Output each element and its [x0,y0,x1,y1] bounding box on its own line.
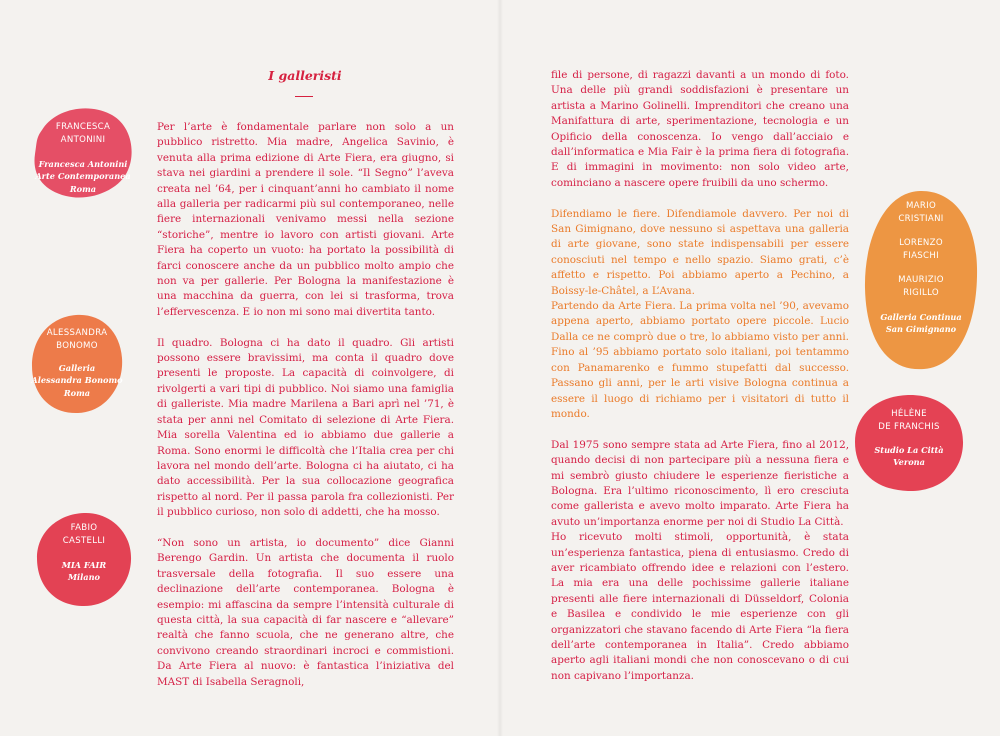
gallerist-badge-bonomo [30,312,124,416]
paragraph-antonini: Per l’arte è fondamentale parlare non solo a un pubblico ristretto. Mia madre, Angelica Savinio, è venuta alla prima edizione di Arte Fiera, era giugno, si stava nei giardini a prendere il sole. “Il Segno” l’aveva creata nel ’64, per i cinquant’anni ho cambiato il nome alla galleria per radicarmi più sul contemporaneo, nelle fiere internazionali venivamo messi nella sezione “storiche”, mentre io lavoro con artisti giovani. Arte Fiera ha coperto un vuoto: ha portato la possibilità di farci conoscere anche da un pubblico molto ampio che non va per gallerie. Per Bologna la manifestazione è una macchina da guerra, con lei si trasforma, trova l’effervescenza. E io non mi sono mai divertita tanto. [157,121,454,318]
paragraph-defranchis-1: Dal 1975 sono sempre stata ad Arte Fiera, fino al 2012, quando decisi di non partecipare più a nessuna fiera e mi sembrò giusto chiudere le esperienze fieristiche a Bologna. Era l’ultimo riconoscimento, lì ero cresciuta come gallerista e avevo molto imparato. Arte Fiera ha avuto un’importanza enorme per noi di Studio La Città. [551,438,849,528]
paragraph-castelli: “Non sono un artista, io documento” dice Gianni Berengo Gardin. Un artista che documenta il ruolo trasversale della fotografia. Il suo essere una declinazione dell’arte contemporanea. Bologna è esempio: mi affascina da sempre l’intensità culturale di questa città, la sua capacità di far nascere e “allevare” realtà che fanno scuola, che ne generano altre, che convivono creando straordinari incroci e commistioni. Da Arte Fiera al nuovo: è fantastica l’iniziativa del MAST di Isabella Seragnoli, [157,536,454,688]
page-gutter [497,0,503,736]
gallerist-name: FIASCHI [903,250,939,261]
gallerist-name: FRANCESCA [55,122,111,132]
gallerist-name: LORENZO [899,238,943,248]
gallery-city: Verona [893,457,925,468]
gallerist-badge-castelli [34,510,134,608]
gallerist-name: HÉLÈNE [891,409,927,419]
paragraph-castelli-cont: file di persone, di ragazzi davanti a un mondo di foto. Una delle più grandi soddisfazioni è presentare un artista a Marino Golinelli. Imprenditori che creano una Manifattura di arte, sperimentazione, tecnologia e un Opificio della conoscenza. Io vengo dall’acciaio e dall’informatica e Mia Fair è la prima fiera di fotografia. E di immagini in movimento: non solo video arte, cominciano a nascere opere fruibili da uno schermo. [551,69,849,189]
gallery-name: MIA FAIR [61,560,107,570]
gallerist-badge-antonini [30,104,136,200]
gallery-name: Galleria [58,363,96,373]
gallerist-name: DE FRANCHIS [878,421,940,432]
paragraph-continua-2: Partendo da Arte Fiera. La prima volta nel ’90, avevamo appena aperto, abbiamo portato opere piccole. Lucio Dalla ce ne comprò due o tre, lo abbiamo visto per anni. Fino al ’95 abbiamo portato solo italiani, poi tentammo con Panamarenko e fummo stupefatti dal successo. Passano gli anni, per le arti visive Bologna continua a essere il luogo di richiamo per i visitatori di tutto il mondo. [551,300,849,420]
paragraph-bonomo: Il quadro. Bologna ci ha dato il quadro. Gli artisti possono essere bravissimi, ma conta il quadro dove presenti le proposte. La capacità di coinvolgere, di rivolgerti a vari tipi di pubblico. Noi siamo una famiglia di galleriste. Mia madre Marilena a Bari aprì nel ’71, è stata per anni nel Comitato di selezione di Arte Fiera. Mia sorella Valentina ed io abbiamo due gallerie a Roma. Sono enormi le difficoltà che l’Italia crea per chi lavora nel mondo dell’arte. Bologna ci ha aiutato, ci ha dato accessibilità. Per la sua collocazione geografica rispetto al nord. Per il passa parola fra collezionisti. Per il pubblico curioso, non solo di addetti, che ha mosso. [157,336,454,519]
gallerist-name: MAURIZIO [898,275,944,285]
gallerist-badge-defranchis [852,392,966,494]
page-title: I galleristi [268,68,342,83]
gallerist-badge-continua [862,188,980,372]
left-text-column [157,120,454,690]
gallery-name: Studio La Città [874,445,944,455]
gallerist-name: ALESSANDRA [46,328,108,338]
gallery-city: San Gimignano [885,324,957,335]
gallerist-name: CASTELLI [62,535,106,546]
gallery-name: Arte Contemporanea [35,171,131,182]
gallery-city: Roma [69,183,97,194]
right-text-column [551,68,849,684]
paragraph-continua-1: Difendiamo le fiere. Difendiamole davvero. Per noi di San Gimignano, dove nessuno si aspettava una galleria di arte giovane, sono state indispensabili per essere conosciuti nel tempo e nello spazio. Siamo grati, c’è affetto e rispetto. Poi abbiamo aperto a Pechino, a Boissy-le-Châtel, a L’Avana. [551,207,849,297]
gallerist-name: ANTONINI [60,134,106,145]
gallery-city: Roma [63,387,91,398]
paragraph-defranchis-2: Ho ricevuto molti stimoli, opportunità, è stata un’esperienza fantastica, piena di entusiasmo. Credo di aver ricambiato offrendo idee e relazioni con l’estero. La mia era una delle pochissime gallerie italiane presenti alle fiere internazionali di Düsseldorf, Colonia e Basilea e condivido le mie esperienze con gli organizzatori che stavano facendo di Arte Fiera “la fiera dell’arte contemporanea in Italia”. Credo abbiamo aperto agli italiani mondi che non conoscevano o di cui non capivano l’importanza. [551,531,849,682]
gallery-name: Galleria Continua [880,312,962,322]
gallerist-name: FABIO [70,523,98,533]
gallerist-name: RIGILLO [903,287,939,298]
gallery-name: Alessandra Bonomo [31,375,123,386]
title-rule [295,96,313,97]
gallery-city: Milano [67,572,100,583]
gallerist-name: MARIO [905,201,937,211]
gallerist-name: BONOMO [56,340,98,351]
gallerist-name: CRISTIANI [898,213,944,224]
gallery-name: Francesca Antonini [38,159,128,169]
